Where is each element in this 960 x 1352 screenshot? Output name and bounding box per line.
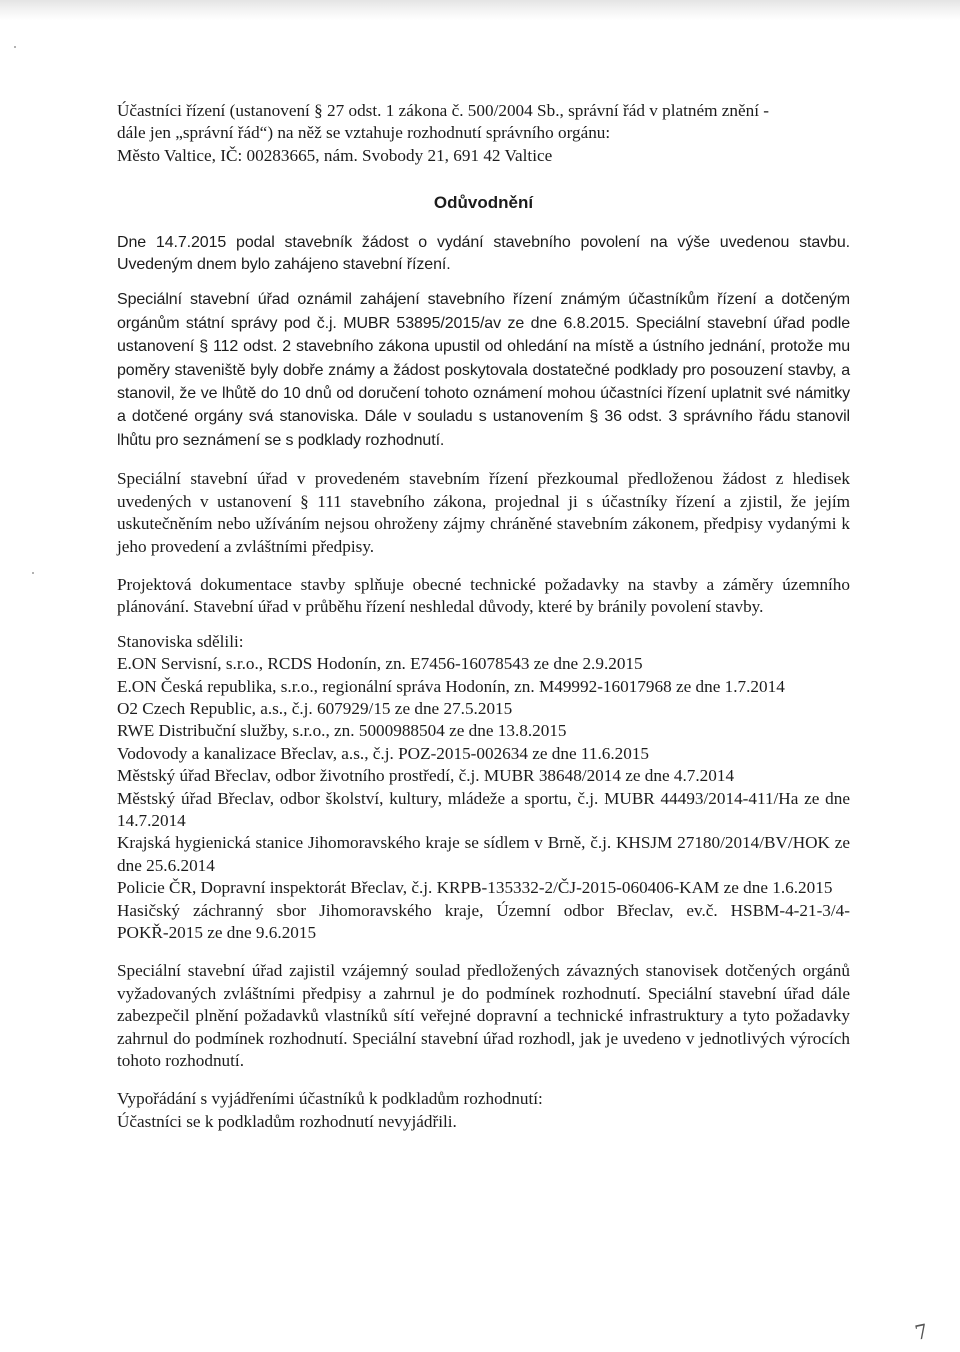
intro-line: Město Valtice, IČ: 00283665, nám. Svobody 21, 691 42 Valtice: [117, 145, 553, 165]
section-heading: Odůvodnění: [433, 193, 534, 213]
opinion-item: Policie ČR, Dopravní inspektorát Břeclav, č.j. KRPB-135332-2/ČJ-2015-060406-KAM ze dne 1.6.2015: [117, 878, 833, 898]
opinion-item: Městský úřad Břeclav, odbor životního prostředí, č.j. MUBR 38648/2014 ze dne 4.7.2014: [117, 766, 735, 786]
opinions-list: [117, 653, 850, 944]
closing-text: Účastníci se k podkladům rozhodnutí nevyjádřili.: [117, 1111, 457, 1131]
opinion-item: O2 Czech Republic, a.s., č.j. 607929/15 ze dne 27.5.2015: [117, 698, 513, 718]
paragraph-notification-text: Speciální stavební úřad oznámil zahájení stavebního řízení známým účastníkům řízení a dotčeným orgánům státní správy pod č.j. MUBR 53895/2015/av ze dne 6.8.2015. Speciální stavební úřad podle ustanovení § 112 odst. 2 stavebního zákona upustil od ohledání na místě a ústního jednání, protože mu poměry staveniště byly dobře známy a žádost poskytovala dostatečné podklady pro posouzení stavby, a stanovil, že ve lhůtě do 10 dnů od doručení tohoto oznámení mohou účastníci řízení uplatnit své námitky a dotčené orgány svá stanoviska. Dále v souladu s ustanovením § 36 odst. 3 správního řádu stanovil lhůtu pro seznámení se s podklady rozhodnutí.: [117, 291, 850, 449]
opinion-item: E.ON Servisní, s.r.o., RCDS Hodonín, zn. E7456-16078543 ze dne 2.9.2015: [117, 654, 643, 674]
opinion-item: RWE Distribuční služby, s.r.o., zn. 5000988504 ze dne 13.8.2015: [117, 721, 567, 741]
paragraph-review: Speciální stavební úřad v provedeném stavebním řízení přezkoumal předloženou žádost z hledisek uvedených v ustanovení § 111 stavebního zákona, projednal ji s účastníky řízení a zjistil, že jejím uskutečněním nebo užíváním nejsou ohroženy zájmy chráněné stavebním zákonem, předpisy vydanými k jeho provedení a zvláštními předpisy.: [117, 469, 850, 556]
document-page: [117, 100, 850, 1133]
opinion-item: Krajská hygienická stanice Jihomoravského kraje se sídlem v Brně, č.j. KHSJM 27180/2014/BV/HOK ze dne 25.6.2014: [117, 833, 850, 875]
paragraph-notification: [117, 288, 850, 452]
opinion-item: Vodovody a kanalizace Břeclav, a.s., č.j. POZ-2015-002634 ze dne 11.6.2015: [117, 743, 650, 763]
intro-line: dále jen „správní řád“) na něž se vztahuje rozhodnutí správního orgánu:: [117, 123, 611, 143]
page-number: 7: [912, 1318, 931, 1346]
paragraph-documentation: Projektová dokumentace stavby splňuje obecné technické požadavky na stavby a záměry územního plánování. Stavební úřad v průběhu řízení neshledal důvody, které by bránily povolení stavby.: [117, 574, 850, 617]
intro-line: Účastníci řízení (ustanovení § 27 odst. 1 zákona č. 500/2004 Sb., správní řád v platném znění -: [117, 101, 770, 120]
scan-shadow: [0, 0, 960, 20]
paragraph-application: Dne 14.7.2015 podal stavebník žádost o vydání stavebního povolení na výše uvedenou stavbu. Uvedeným dnem bylo zahájeno stavební řízení.: [117, 233, 850, 274]
opinion-item: E.ON Česká republika, s.r.o., regionální správa Hodonín, zn. M49992-16017968 ze dne 1.7.2014: [117, 676, 785, 696]
scan-speck: [32, 572, 34, 574]
opinion-item: Městský úřad Břeclav, odbor školství, kultury, mládeže a sportu, č.j. MUBR 44493/2014-411/Ha ze dne 14.7.2014: [117, 788, 850, 830]
closing-label: Vypořádání s vyjádřeními účastníků k podkladům rozhodnutí:: [117, 1089, 543, 1109]
paragraph-conclusion: Speciální stavební úřad zajistil vzájemný soulad předložených závazných stanovisek dotčených orgánů vyžadovaných zvláštními předpisy a zahrnul je do podmínek rozhodnutí. Speciální stavební úřad dále zabezpečil plnění požadavků vlastníků sítí veřejné dopravní a technické infrastruktury a tyto požadavky zahrnul do podmínek rozhodnutí. Speciální stavební úřad rozhodl, jak je uvedeno v jednotlivých výrocích tohoto rozhodnutí.: [117, 961, 850, 1071]
scan-speck: [14, 46, 16, 48]
opinion-item: Hasičský záchranný sbor Jihomoravského kraje, Územní odbor Břeclav, ev.č. HSBM-4-21-3/4-POKŘ-2015 ze dne 9.6.2015: [117, 900, 850, 942]
opinions-label: Stanoviska sdělili:: [117, 631, 244, 651]
